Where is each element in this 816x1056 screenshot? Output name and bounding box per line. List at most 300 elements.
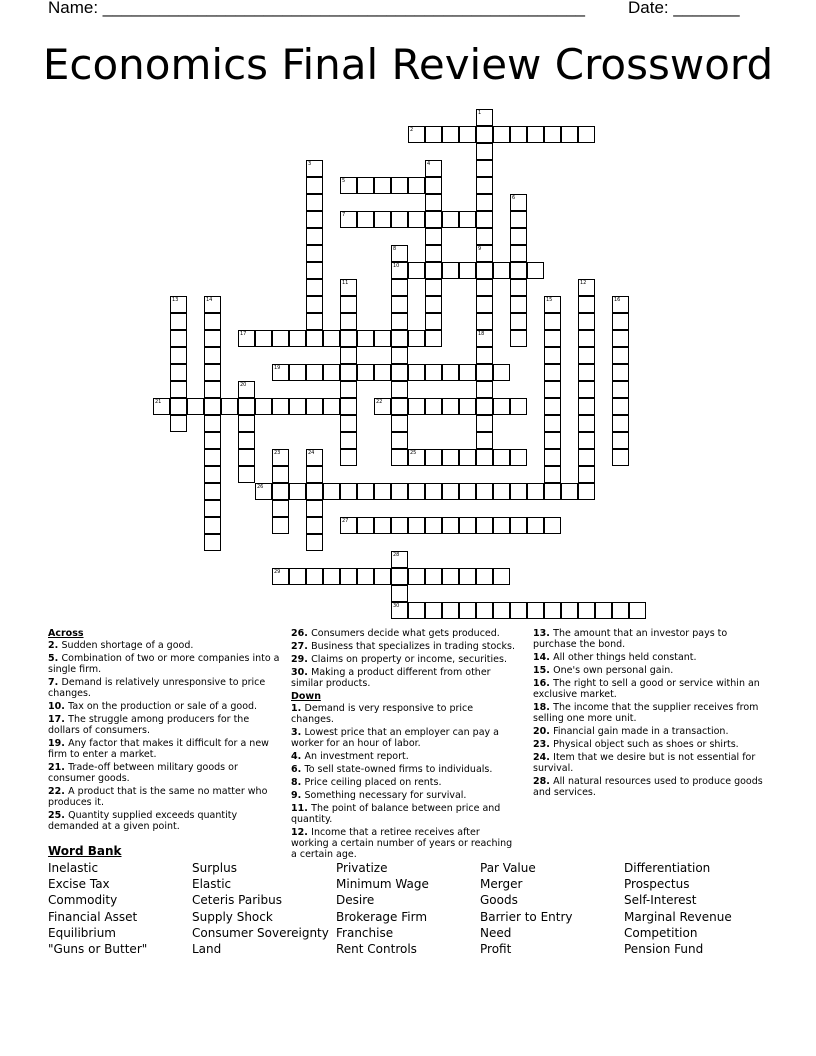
grid-cell[interactable]: [527, 602, 544, 619]
down-clue: 3. Lowest price that an employer can pay a worker for an hour of labor.: [291, 727, 499, 749]
grid-cell[interactable]: [357, 517, 374, 534]
grid-cell[interactable]: [442, 517, 459, 534]
grid-cell[interactable]: [391, 296, 408, 313]
grid-cell[interactable]: [187, 398, 204, 415]
grid-cell[interactable]: [578, 347, 595, 364]
grid-cell[interactable]: [476, 347, 493, 364]
grid-cell[interactable]: [544, 347, 561, 364]
grid-cell[interactable]: [204, 398, 221, 415]
grid-cell[interactable]: [391, 330, 408, 347]
grid-cell[interactable]: [578, 279, 595, 296]
grid-cell[interactable]: [425, 228, 442, 245]
grid-cell[interactable]: [408, 568, 425, 585]
grid-cell[interactable]: [323, 483, 340, 500]
grid-cell[interactable]: [340, 296, 357, 313]
grid-cell[interactable]: [391, 585, 408, 602]
grid-cell[interactable]: [357, 364, 374, 381]
grid-cell[interactable]: [289, 330, 306, 347]
grid-cell[interactable]: [493, 568, 510, 585]
word-bank-column: [624, 860, 768, 957]
grid-cell[interactable]: [408, 126, 425, 143]
grid-cell[interactable]: [340, 313, 357, 330]
grid-cell[interactable]: [629, 602, 646, 619]
grid-cell[interactable]: [204, 364, 221, 381]
grid-cell[interactable]: [340, 279, 357, 296]
grid-cell[interactable]: [306, 160, 323, 177]
grid-cell[interactable]: [340, 347, 357, 364]
grid-cell[interactable]: [476, 160, 493, 177]
grid-cell[interactable]: [459, 126, 476, 143]
grid-cell[interactable]: [578, 602, 595, 619]
grid-cell[interactable]: [170, 330, 187, 347]
grid-cell[interactable]: [510, 245, 527, 262]
grid-cell[interactable]: [425, 398, 442, 415]
grid-cell[interactable]: [476, 279, 493, 296]
across-clue: 7. Demand is relatively unresponsive to price changes.: [48, 677, 266, 699]
word-bank-word: Equilibrium: [48, 925, 116, 940]
grid-cell[interactable]: [459, 568, 476, 585]
grid-cell[interactable]: [510, 313, 527, 330]
grid-cell[interactable]: [578, 415, 595, 432]
grid-cell[interactable]: [340, 398, 357, 415]
grid-cell[interactable]: [493, 364, 510, 381]
grid-cell[interactable]: [510, 126, 527, 143]
grid-cell[interactable]: [510, 194, 527, 211]
grid-cell[interactable]: [272, 517, 289, 534]
grid-cell[interactable]: [357, 568, 374, 585]
grid-cell[interactable]: [442, 449, 459, 466]
grid-cell[interactable]: [374, 211, 391, 228]
grid-cell[interactable]: [544, 313, 561, 330]
grid-cell[interactable]: [170, 296, 187, 313]
grid-cell[interactable]: [476, 194, 493, 211]
grid-cell[interactable]: [408, 364, 425, 381]
grid-cell[interactable]: [476, 398, 493, 415]
grid-cell[interactable]: [476, 296, 493, 313]
down-clue: 12. Income that a retiree receives after working a certain number of years or reaching a certain age.: [291, 827, 513, 860]
grid-cell[interactable]: [204, 483, 221, 500]
grid-cell[interactable]: [493, 483, 510, 500]
grid-cell[interactable]: [510, 279, 527, 296]
grid-cell[interactable]: [272, 330, 289, 347]
grid-cell[interactable]: [527, 126, 544, 143]
grid-cell[interactable]: [459, 602, 476, 619]
grid-cell[interactable]: [578, 313, 595, 330]
grid-cell[interactable]: [391, 262, 408, 279]
grid-cell[interactable]: [170, 313, 187, 330]
grid-cell[interactable]: [442, 568, 459, 585]
grid-cell[interactable]: [476, 517, 493, 534]
grid-cell[interactable]: [323, 398, 340, 415]
grid-cell[interactable]: [357, 483, 374, 500]
grid-cell[interactable]: [255, 483, 272, 500]
grid-cell[interactable]: [408, 177, 425, 194]
grid-cell[interactable]: [289, 398, 306, 415]
grid-cell[interactable]: [391, 211, 408, 228]
grid-cell[interactable]: [272, 466, 289, 483]
grid-cell[interactable]: [578, 381, 595, 398]
grid-cell[interactable]: [391, 449, 408, 466]
grid-cell[interactable]: [510, 211, 527, 228]
grid-cell[interactable]: [408, 449, 425, 466]
grid-cell[interactable]: [476, 245, 493, 262]
grid-cell[interactable]: [425, 517, 442, 534]
grid-cell[interactable]: [391, 313, 408, 330]
grid-cell[interactable]: [255, 398, 272, 415]
grid-cell[interactable]: [340, 449, 357, 466]
grid-cell[interactable]: [544, 432, 561, 449]
grid-cell[interactable]: [306, 211, 323, 228]
grid-cell[interactable]: [357, 177, 374, 194]
grid-cell[interactable]: [510, 449, 527, 466]
down-clue: 6. To sell state-owned firms to individuals.: [291, 764, 493, 775]
grid-cell[interactable]: [272, 449, 289, 466]
grid-cell[interactable]: [323, 330, 340, 347]
grid-cell[interactable]: [544, 364, 561, 381]
grid-cell[interactable]: [391, 347, 408, 364]
grid-cell[interactable]: [204, 347, 221, 364]
grid-cell[interactable]: [476, 228, 493, 245]
clue-number: 9: [478, 246, 482, 252]
grid-cell[interactable]: [578, 296, 595, 313]
word-bank-column: [48, 860, 192, 957]
grid-cell[interactable]: [578, 126, 595, 143]
grid-cell[interactable]: [425, 279, 442, 296]
grid-cell[interactable]: [476, 381, 493, 398]
grid-cell[interactable]: [238, 415, 255, 432]
grid-cell[interactable]: [442, 126, 459, 143]
grid-cell[interactable]: [442, 602, 459, 619]
grid-cell[interactable]: [170, 364, 187, 381]
grid-cell[interactable]: [612, 415, 629, 432]
grid-cell[interactable]: [289, 364, 306, 381]
grid-cell[interactable]: [357, 211, 374, 228]
grid-cell[interactable]: [459, 211, 476, 228]
grid-cell[interactable]: [391, 551, 408, 568]
grid-cell[interactable]: [493, 449, 510, 466]
grid-cell[interactable]: [544, 449, 561, 466]
grid-cell[interactable]: [340, 330, 357, 347]
across-clue: 25. Quantity supplied exceeds quantity demanded at a given point.: [48, 810, 238, 832]
grid-cell[interactable]: [306, 313, 323, 330]
grid-cell[interactable]: [306, 177, 323, 194]
grid-cell[interactable]: [442, 262, 459, 279]
grid-cell[interactable]: [561, 126, 578, 143]
grid-cell[interactable]: [544, 483, 561, 500]
grid-cell[interactable]: [408, 602, 425, 619]
grid-cell[interactable]: [374, 483, 391, 500]
grid-cell[interactable]: [527, 517, 544, 534]
grid-cell[interactable]: [391, 517, 408, 534]
grid-cell[interactable]: [170, 347, 187, 364]
grid-cell[interactable]: [340, 364, 357, 381]
grid-cell[interactable]: [527, 262, 544, 279]
grid-cell[interactable]: [544, 330, 561, 347]
grid-cell[interactable]: [238, 466, 255, 483]
grid-cell[interactable]: [612, 602, 629, 619]
grid-cell[interactable]: [544, 296, 561, 313]
grid-cell[interactable]: [204, 330, 221, 347]
grid-cell[interactable]: [510, 602, 527, 619]
grid-cell[interactable]: [255, 330, 272, 347]
grid-cell[interactable]: [425, 160, 442, 177]
grid-cell[interactable]: [425, 364, 442, 381]
grid-cell[interactable]: [425, 449, 442, 466]
grid-cell[interactable]: [340, 568, 357, 585]
word-bank-column: [480, 860, 624, 957]
grid-cell[interactable]: [306, 500, 323, 517]
grid-cell[interactable]: [476, 483, 493, 500]
word-bank-word: Excise Tax: [48, 877, 110, 892]
grid-cell[interactable]: [476, 262, 493, 279]
grid-cell[interactable]: [425, 296, 442, 313]
grid-cell[interactable]: [425, 126, 442, 143]
grid-cell[interactable]: [612, 347, 629, 364]
grid-cell[interactable]: [612, 364, 629, 381]
grid-cell[interactable]: [391, 432, 408, 449]
grid-cell[interactable]: [204, 500, 221, 517]
grid-cell[interactable]: [204, 432, 221, 449]
grid-cell[interactable]: [493, 398, 510, 415]
grid-cell[interactable]: [340, 483, 357, 500]
grid-cell[interactable]: [425, 313, 442, 330]
grid-cell[interactable]: [476, 177, 493, 194]
grid-cell[interactable]: [374, 330, 391, 347]
grid-cell[interactable]: [238, 432, 255, 449]
grid-cell[interactable]: [459, 483, 476, 500]
grid-cell[interactable]: [578, 330, 595, 347]
grid-cell[interactable]: [221, 398, 238, 415]
grid-cell[interactable]: [340, 415, 357, 432]
grid-cell[interactable]: [204, 517, 221, 534]
grid-cell[interactable]: [493, 602, 510, 619]
word-bank-word: Privatize: [336, 861, 388, 875]
grid-cell[interactable]: [238, 398, 255, 415]
grid-cell[interactable]: [374, 517, 391, 534]
grid-cell[interactable]: [306, 245, 323, 262]
word-bank-column: [192, 860, 336, 957]
grid-cell[interactable]: [391, 364, 408, 381]
grid-cell[interactable]: [391, 602, 408, 619]
grid-cell[interactable]: [476, 330, 493, 347]
grid-cell[interactable]: [425, 262, 442, 279]
word-bank-word: Merger: [480, 877, 523, 892]
grid-cell[interactable]: [527, 483, 544, 500]
down-clue: 24. Item that we desire but is not essential for survival.: [533, 752, 756, 774]
grid-cell[interactable]: [612, 296, 629, 313]
grid-cell[interactable]: [391, 568, 408, 585]
grid-cell[interactable]: [425, 568, 442, 585]
grid-cell[interactable]: [391, 381, 408, 398]
grid-cell[interactable]: [612, 313, 629, 330]
grid-cell[interactable]: [272, 364, 289, 381]
grid-cell[interactable]: [408, 517, 425, 534]
grid-cell[interactable]: [612, 398, 629, 415]
grid-cell[interactable]: [476, 211, 493, 228]
grid-cell[interactable]: [323, 568, 340, 585]
grid-cell[interactable]: [544, 398, 561, 415]
grid-cell[interactable]: [459, 262, 476, 279]
grid-cell[interactable]: [391, 177, 408, 194]
grid-cell[interactable]: [340, 517, 357, 534]
grid-cell[interactable]: [578, 432, 595, 449]
word-bank-word: Desire: [336, 893, 375, 908]
grid-cell[interactable]: [612, 449, 629, 466]
grid-cell[interactable]: [204, 466, 221, 483]
grid-cell[interactable]: [578, 466, 595, 483]
grid-cell[interactable]: [204, 296, 221, 313]
across-clue: 19. Any factor that makes it difficult for a new firm to enter a market.: [48, 738, 269, 760]
grid-cell[interactable]: [493, 517, 510, 534]
grid-cell[interactable]: [425, 602, 442, 619]
grid-cell[interactable]: [493, 126, 510, 143]
grid-cell[interactable]: [238, 381, 255, 398]
grid-cell[interactable]: [408, 262, 425, 279]
grid-cell[interactable]: [442, 364, 459, 381]
grid-cell[interactable]: [544, 602, 561, 619]
grid-cell[interactable]: [374, 177, 391, 194]
grid-cell[interactable]: [391, 483, 408, 500]
grid-cell[interactable]: [306, 330, 323, 347]
grid-cell[interactable]: [578, 449, 595, 466]
across-clue: 2. Sudden shortage of a good.: [48, 640, 194, 651]
grid-cell[interactable]: [170, 381, 187, 398]
grid-cell[interactable]: [442, 398, 459, 415]
grid-cell[interactable]: [272, 500, 289, 517]
grid-cell[interactable]: [204, 449, 221, 466]
grid-cell[interactable]: [374, 398, 391, 415]
grid-cell[interactable]: [238, 449, 255, 466]
grid-cell[interactable]: [289, 568, 306, 585]
grid-cell[interactable]: [459, 517, 476, 534]
grid-cell[interactable]: [544, 517, 561, 534]
grid-cell[interactable]: [476, 143, 493, 160]
grid-cell[interactable]: [340, 381, 357, 398]
grid-cell[interactable]: [612, 381, 629, 398]
grid-cell[interactable]: [408, 398, 425, 415]
grid-cell[interactable]: [425, 330, 442, 347]
grid-cell[interactable]: [340, 211, 357, 228]
grid-cell[interactable]: [544, 415, 561, 432]
grid-cell[interactable]: [425, 177, 442, 194]
grid-cell[interactable]: [204, 313, 221, 330]
grid-cell[interactable]: [476, 364, 493, 381]
grid-cell[interactable]: [204, 415, 221, 432]
grid-cell[interactable]: [391, 279, 408, 296]
grid-cell[interactable]: [306, 279, 323, 296]
grid-cell[interactable]: [408, 483, 425, 500]
grid-cell[interactable]: [272, 483, 289, 500]
grid-cell[interactable]: [425, 194, 442, 211]
grid-cell[interactable]: [272, 398, 289, 415]
grid-cell[interactable]: [595, 602, 612, 619]
grid-cell[interactable]: [425, 245, 442, 262]
grid-cell[interactable]: [578, 364, 595, 381]
grid-cell[interactable]: [510, 330, 527, 347]
grid-cell[interactable]: [323, 364, 340, 381]
grid-cell[interactable]: [578, 398, 595, 415]
grid-cell[interactable]: [408, 330, 425, 347]
grid-cell[interactable]: [510, 398, 527, 415]
grid-cell[interactable]: [561, 602, 578, 619]
grid-cell[interactable]: [459, 449, 476, 466]
grid-cell[interactable]: [408, 211, 425, 228]
grid-cell[interactable]: [391, 398, 408, 415]
grid-cell[interactable]: [340, 432, 357, 449]
grid-cell[interactable]: [289, 483, 306, 500]
grid-cell[interactable]: [510, 296, 527, 313]
grid-cell[interactable]: [476, 568, 493, 585]
grid-cell[interactable]: [153, 398, 170, 415]
grid-cell[interactable]: [170, 415, 187, 432]
grid-cell[interactable]: [306, 568, 323, 585]
grid-cell[interactable]: [357, 330, 374, 347]
grid-cell[interactable]: [374, 568, 391, 585]
grid-cell[interactable]: [391, 245, 408, 262]
grid-cell[interactable]: [306, 466, 323, 483]
grid-cell[interactable]: [476, 109, 493, 126]
grid-cell[interactable]: [272, 568, 289, 585]
grid-cell[interactable]: [306, 483, 323, 500]
grid-cell[interactable]: [510, 228, 527, 245]
grid-cell[interactable]: [476, 313, 493, 330]
grid-cell[interactable]: [442, 483, 459, 500]
grid-cell[interactable]: [510, 483, 527, 500]
grid-cell[interactable]: [612, 330, 629, 347]
grid-cell[interactable]: [476, 602, 493, 619]
grid-cell[interactable]: [561, 483, 578, 500]
grid-cell[interactable]: [238, 330, 255, 347]
grid-cell[interactable]: [544, 126, 561, 143]
grid-cell[interactable]: [306, 517, 323, 534]
grid-cell[interactable]: [306, 534, 323, 551]
grid-cell[interactable]: [170, 398, 187, 415]
grid-cell[interactable]: [306, 194, 323, 211]
grid-cell[interactable]: [306, 262, 323, 279]
grid-cell[interactable]: [544, 466, 561, 483]
grid-cell[interactable]: [459, 364, 476, 381]
page-title: Economics Final Review Crossword: [42, 40, 774, 89]
grid-cell[interactable]: [459, 398, 476, 415]
grid-cell[interactable]: [476, 432, 493, 449]
grid-cell[interactable]: [493, 262, 510, 279]
grid-cell[interactable]: [612, 432, 629, 449]
grid-cell[interactable]: [476, 126, 493, 143]
grid-cell[interactable]: [306, 449, 323, 466]
grid-cell[interactable]: [476, 415, 493, 432]
clue-number: 3: [308, 161, 312, 167]
grid-cell[interactable]: [425, 211, 442, 228]
grid-cell[interactable]: [306, 228, 323, 245]
grid-cell[interactable]: [204, 534, 221, 551]
word-bank-word: Prospectus: [624, 877, 690, 892]
grid-cell[interactable]: [306, 398, 323, 415]
grid-cell[interactable]: [544, 381, 561, 398]
grid-cell[interactable]: [510, 262, 527, 279]
grid-cell[interactable]: [391, 415, 408, 432]
grid-cell[interactable]: [204, 381, 221, 398]
grid-cell[interactable]: [510, 517, 527, 534]
grid-cell[interactable]: [306, 364, 323, 381]
clue-number: 22: [376, 399, 383, 405]
grid-cell[interactable]: [442, 211, 459, 228]
grid-cell[interactable]: [578, 483, 595, 500]
grid-cell[interactable]: [425, 483, 442, 500]
grid-cell[interactable]: [306, 296, 323, 313]
grid-cell[interactable]: [374, 364, 391, 381]
grid-cell[interactable]: [476, 449, 493, 466]
grid-cell[interactable]: [340, 177, 357, 194]
